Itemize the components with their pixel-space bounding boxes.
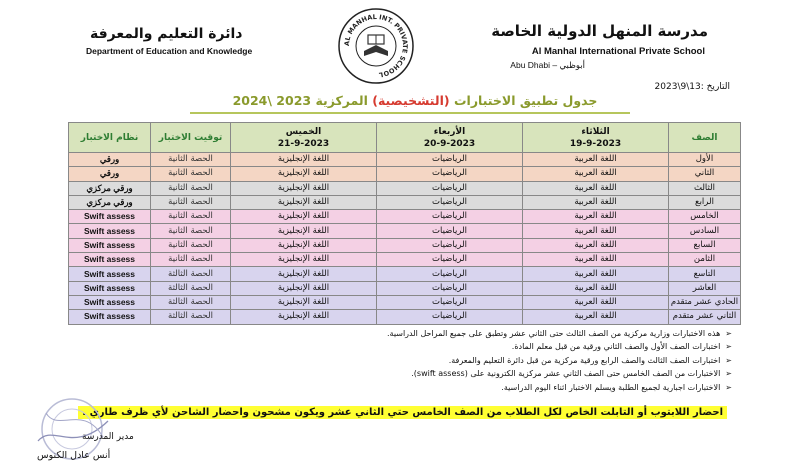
- cell-wednesday: الرياضيات: [377, 281, 523, 295]
- schedule-title: [190, 93, 640, 108]
- table-header-row: [69, 123, 741, 153]
- cell-tuesday: اللغة العربية: [523, 310, 669, 324]
- cell-grade: الثامن: [669, 253, 741, 267]
- header-grade: الصف: [669, 123, 741, 153]
- cell-timing: الحصة الثانية: [151, 167, 231, 181]
- table-row: [69, 224, 741, 238]
- note-item: ➢ الاختبارات من الصف الخامس حتى الصف الثاني عشر مركزية الكترونية على (swift assess).: [132, 367, 732, 380]
- cell-thursday: اللغة الإنجليزية: [231, 167, 377, 181]
- title-part-3: المركزية 2023 \2024: [232, 93, 368, 108]
- cell-grade: الثاني عشر متقدم: [669, 310, 741, 324]
- cell-timing: الحصة الثانية: [151, 181, 231, 195]
- cell-grade: الثالث: [669, 181, 741, 195]
- school-name-english: Al Manhal International Private School: [531, 46, 705, 57]
- cell-thursday: اللغة الإنجليزية: [231, 224, 377, 238]
- cell-timing: الحصة الثالثة: [151, 310, 231, 324]
- table-row: [69, 153, 741, 167]
- cell-timing: الحصة الثانية: [151, 224, 231, 238]
- cell-wednesday: الرياضيات: [377, 167, 523, 181]
- exam-schedule-table: [68, 122, 741, 325]
- title-part-1: جدول تطبيق الاختبارات: [453, 93, 598, 108]
- title-underline: [190, 112, 630, 114]
- cell-tuesday: اللغة العربية: [523, 181, 669, 195]
- cell-system: Swift assess: [69, 224, 151, 238]
- cell-wednesday: الرياضيات: [377, 238, 523, 252]
- cell-thursday: اللغة الإنجليزية: [231, 195, 377, 209]
- cell-wednesday: الرياضيات: [377, 253, 523, 267]
- cell-grade: العاشر: [669, 281, 741, 295]
- cell-tuesday: اللغة العربية: [523, 153, 669, 167]
- cell-tuesday: اللغة العربية: [523, 210, 669, 224]
- cell-system: Swift assess: [69, 310, 151, 324]
- cell-grade: الخامس: [669, 210, 741, 224]
- cell-tuesday: اللغة العربية: [523, 267, 669, 281]
- notes-list: [132, 327, 732, 394]
- cell-wednesday: الرياضيات: [377, 153, 523, 167]
- table-row: [69, 238, 741, 252]
- cell-grade: الأول: [669, 153, 741, 167]
- cell-thursday: اللغة الإنجليزية: [231, 295, 377, 309]
- header-thursday-name: الخميس: [285, 126, 322, 137]
- header-system: نظام الاختبار: [69, 123, 151, 153]
- cell-thursday: اللغة الإنجليزية: [231, 238, 377, 252]
- cell-wednesday: الرياضيات: [377, 295, 523, 309]
- cell-wednesday: الرياضيات: [377, 310, 523, 324]
- header-thursday-date: 21-9-2023: [277, 138, 330, 149]
- cell-system: Swift assess: [69, 295, 151, 309]
- cell-system: ورقي مركزي: [69, 181, 151, 195]
- cell-wednesday: الرياضيات: [377, 210, 523, 224]
- cell-wednesday: الرياضيات: [377, 267, 523, 281]
- cell-grade: الرابع: [669, 195, 741, 209]
- school-name-arabic: مدرسة المنهل الدولية الخاصة: [491, 22, 708, 40]
- header-wednesday-name: الأربعاء: [433, 126, 466, 137]
- cell-timing: الحصة الثانية: [151, 238, 231, 252]
- table-row: [69, 295, 741, 309]
- table-row: [69, 167, 741, 181]
- header-tuesday: [523, 123, 669, 153]
- principal-name: أنس عادل الكنوس: [37, 450, 111, 461]
- table-row: [69, 210, 741, 224]
- table-row: [69, 195, 741, 209]
- header-wednesday-date: 20-9-2023: [423, 138, 476, 149]
- cell-thursday: اللغة الإنجليزية: [231, 153, 377, 167]
- cell-thursday: اللغة الإنجليزية: [231, 210, 377, 224]
- cell-grade: الثاني: [669, 167, 741, 181]
- logo-text: AL MANHAL INT. PRIVATE SCHOOL: [342, 12, 410, 79]
- cell-system: ورقي: [69, 153, 151, 167]
- cell-system: Swift assess: [69, 281, 151, 295]
- document-date: التاريخ :13\9\2023: [654, 82, 730, 92]
- cell-tuesday: اللغة العربية: [523, 195, 669, 209]
- cell-thursday: اللغة الإنجليزية: [231, 310, 377, 324]
- cell-timing: الحصة الثانية: [151, 253, 231, 267]
- note-item: ➢ اختبارات الصف الأول والصف الثاني ورقية من قبل معلم المادة.: [132, 340, 732, 353]
- header-thursday: [231, 123, 377, 153]
- cell-wednesday: الرياضيات: [377, 224, 523, 238]
- cell-thursday: اللغة الإنجليزية: [231, 253, 377, 267]
- cell-thursday: اللغة الإنجليزية: [231, 181, 377, 195]
- table-row: [69, 281, 741, 295]
- cell-system: ورقي مركزي: [69, 195, 151, 209]
- cell-thursday: اللغة الإنجليزية: [231, 267, 377, 281]
- cell-thursday: اللغة الإنجليزية: [231, 281, 377, 295]
- cell-timing: الحصة الثانية: [151, 210, 231, 224]
- laptop-notice: احضار اللابتوب أو التابلت الخاص لكل الطلاب من الصف الخامس حتي الثاني عشر ويكون مشحون واحضار الشاحن لأي ظرف طاري .: [78, 406, 727, 419]
- principal-title: مدير المدرسة: [82, 432, 134, 442]
- table-row: [69, 267, 741, 281]
- header-wednesday: [377, 123, 523, 153]
- cell-grade: السابع: [669, 238, 741, 252]
- cell-system: Swift assess: [69, 253, 151, 267]
- cell-timing: الحصة الثانية: [151, 195, 231, 209]
- note-item: ➢ هذه الاختبارات وزارية مركزية من الصف الثالث حتى الثاني عشر وتطبق على جميع المراحل الدراسية.: [132, 327, 732, 340]
- cell-wednesday: الرياضيات: [377, 181, 523, 195]
- cell-grade: الحادي عشر متقدم: [669, 295, 741, 309]
- cell-tuesday: اللغة العربية: [523, 253, 669, 267]
- cell-wednesday: الرياضيات: [377, 195, 523, 209]
- note-item: ➢ اختبارات الصف الثالث والصف الرابع ورقية مركزية من قبل دائرة التعليم والمعرفة.: [132, 354, 732, 367]
- cell-tuesday: اللغة العربية: [523, 281, 669, 295]
- cell-system: Swift assess: [69, 210, 151, 224]
- cell-system: ورقي: [69, 167, 151, 181]
- cell-grade: السادس: [669, 224, 741, 238]
- table-row: [69, 181, 741, 195]
- cell-timing: الحصة الثالثة: [151, 281, 231, 295]
- cell-tuesday: اللغة العربية: [523, 167, 669, 181]
- cell-system: Swift assess: [69, 267, 151, 281]
- table-row: [69, 253, 741, 267]
- cell-tuesday: اللغة العربية: [523, 224, 669, 238]
- school-location: Abu Dhabi – أبوظبي: [510, 60, 585, 70]
- cell-timing: الحصة الثالثة: [151, 295, 231, 309]
- department-name-arabic: دائرة التعليم والمعرفة: [90, 26, 243, 42]
- department-name-english: Department of Education and Knowledge: [86, 46, 253, 56]
- cell-tuesday: اللغة العربية: [523, 295, 669, 309]
- header-timing: توقيت الاختبار: [151, 123, 231, 153]
- header-tuesday-date: 19-9-2023: [569, 138, 622, 149]
- cell-timing: الحصة الثالثة: [151, 267, 231, 281]
- table-row: [69, 310, 741, 324]
- note-item: ➢ الاختبارات اجبارية لجميع الطلبة ويسلم الاختبار اثناء اليوم الدراسية.: [132, 381, 732, 394]
- header-tuesday-name: الثلاثاء: [581, 126, 610, 137]
- school-logo: [337, 7, 415, 85]
- cell-grade: التاسع: [669, 267, 741, 281]
- cell-timing: الحصة الثانية: [151, 153, 231, 167]
- cell-system: Swift assess: [69, 238, 151, 252]
- cell-tuesday: اللغة العربية: [523, 238, 669, 252]
- title-part-2: (التشخيصية): [372, 93, 450, 108]
